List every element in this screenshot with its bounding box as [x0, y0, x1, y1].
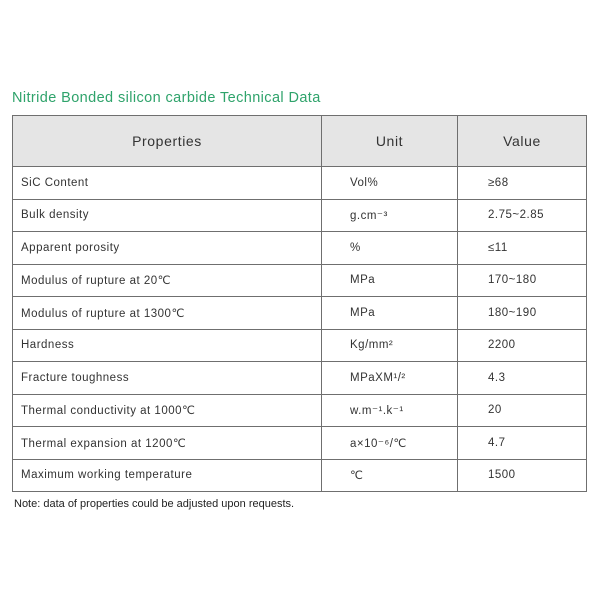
- cell-value: 2.75~2.85: [458, 199, 587, 232]
- cell-unit: %: [322, 232, 458, 265]
- cell-value: 1500: [458, 459, 587, 492]
- cell-property: SiC Content: [13, 167, 322, 200]
- table-row: [13, 199, 587, 232]
- cell-unit: Vol%: [322, 167, 458, 200]
- cell-unit: MPa: [322, 297, 458, 330]
- cell-unit: w.m⁻¹.k⁻¹: [322, 394, 458, 427]
- cell-unit: g.cm⁻³: [322, 199, 458, 232]
- table-header-row: [13, 116, 587, 167]
- technical-data-table: [12, 115, 587, 492]
- cell-property: Modulus of rupture at 20℃: [13, 264, 322, 297]
- table-row: [13, 232, 587, 265]
- cell-value: 170~180: [458, 264, 587, 297]
- table-row: [13, 167, 587, 200]
- header-value: Value: [458, 116, 587, 167]
- cell-unit: ℃: [322, 459, 458, 492]
- table-row: [13, 329, 587, 362]
- cell-property: Modulus of rupture at 1300℃: [13, 297, 322, 330]
- footnote: Note: data of properties could be adjusted upon requests.: [14, 498, 295, 510]
- cell-property: Bulk density: [13, 199, 322, 232]
- cell-value: 180~190: [458, 297, 587, 330]
- header-properties: Properties: [13, 116, 322, 167]
- table-row: [13, 459, 587, 492]
- table-row: [13, 264, 587, 297]
- header-unit: Unit: [322, 116, 458, 167]
- cell-property: Thermal conductivity at 1000℃: [13, 394, 322, 427]
- cell-unit: a×10⁻⁶/℃: [322, 427, 458, 460]
- page-title: Nitride Bonded silicon carbide Technical Data: [12, 90, 321, 106]
- cell-unit: Kg/mm²: [322, 329, 458, 362]
- cell-value: 4.7: [458, 427, 587, 460]
- cell-property: Thermal expansion at 1200℃: [13, 427, 322, 460]
- table-row: [13, 297, 587, 330]
- cell-property: Maximum working temperature: [13, 459, 322, 492]
- table-row: [13, 427, 587, 460]
- cell-value: 4.3: [458, 362, 587, 395]
- cell-value: ≤11: [458, 232, 587, 265]
- cell-value: 20: [458, 394, 587, 427]
- cell-property: Hardness: [13, 329, 322, 362]
- cell-property: Apparent porosity: [13, 232, 322, 265]
- cell-property: Fracture toughness: [13, 362, 322, 395]
- cell-unit: MPaXM¹/²: [322, 362, 458, 395]
- cell-unit: MPa: [322, 264, 458, 297]
- cell-value: ≥68: [458, 167, 587, 200]
- cell-value: 2200: [458, 329, 587, 362]
- table-row: [13, 362, 587, 395]
- table-row: [13, 394, 587, 427]
